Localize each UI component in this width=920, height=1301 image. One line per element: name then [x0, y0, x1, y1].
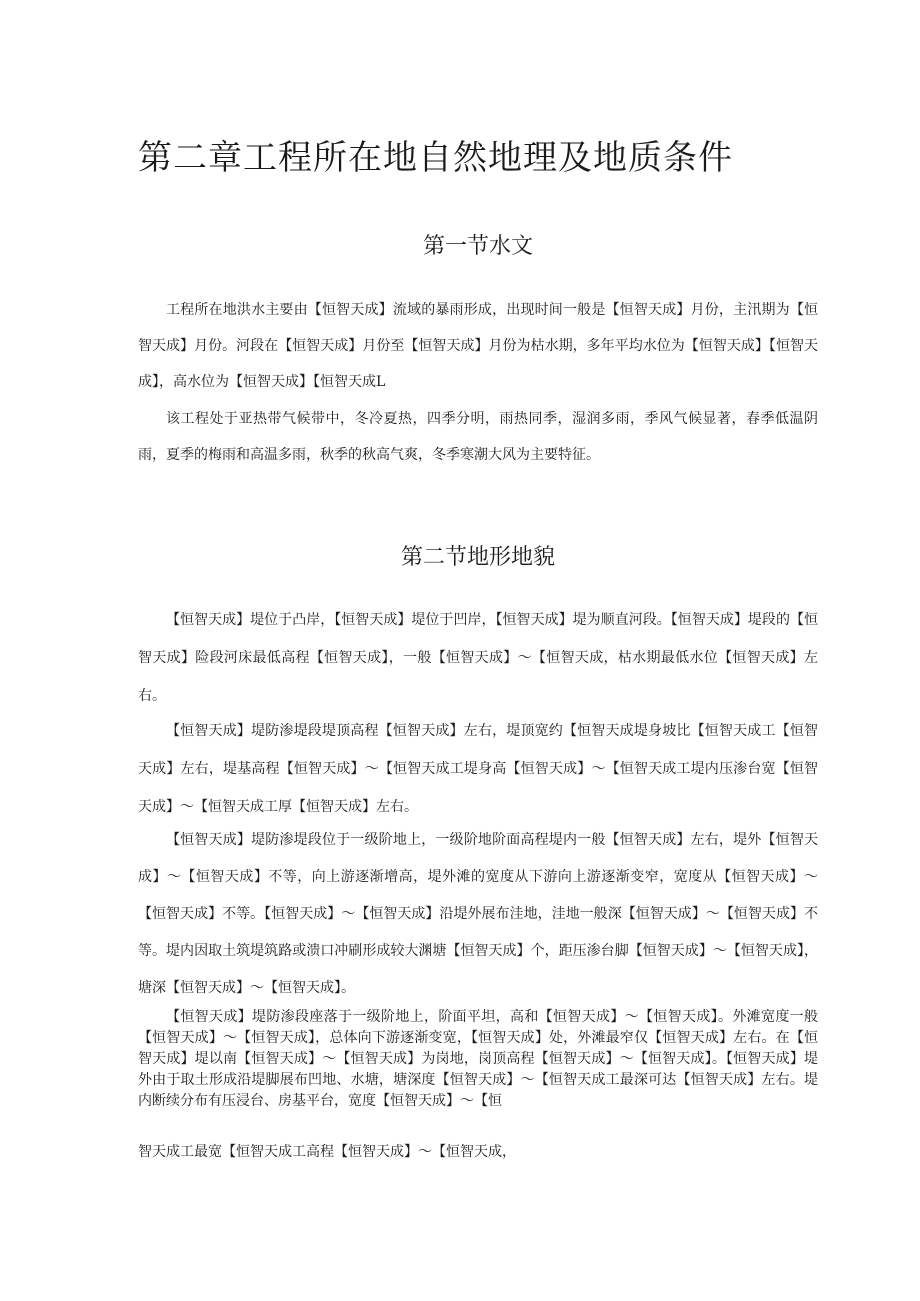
- paragraph-terrace: 【恒智天成】堤防渗堤段位于一级阶地上，一级阶地阶面高程堤内一般【恒智天成】左右，堤外【恒智天成】～【恒智天成】不等，向上游逐渐增高，堤外滩的宽度从下游向上游逐渐变窄，宽度从【恒智天成】～【恒智天成】不等。【恒智天成】～【恒智天成】沿堤外展布洼地，洼地一般深【恒智天成】～【恒智天成】不等。堤内因取土筑堤筑路或溃口冲刷形成较大渊塘【恒智天成】个，距压渗台脚【恒智天成】～【恒智天成】，塘深【恒智天成】～【恒智天成】。: [138, 832, 818, 996]
- paragraph-continuation: 智天成工最宽【恒智天成工高程【恒智天成】～【恒智天成，: [138, 1144, 516, 1160]
- paragraph-climate: 该工程处于亚热带气候带中，冬冷夏热，四季分明，雨热同季，湿润多雨，季风气候显著，春季低温阴雨，夏季的梅雨和高温多雨，秋季的秋高气爽，冬季寒潮大风为主要特征。: [138, 411, 818, 463]
- paragraph-seepage-section: 【恒智天成】堤防渗段座落于一级阶地上，阶面平坦，高和【恒智天成】～【恒智天成】。外滩宽度一般【恒智天成】～【恒智天成】，总体向下游逐渐变宽，【恒智天成】处，外滩最窄仅【恒智天成】左右。在【恒智天成】堤以南【恒智天成】～【恒智天成】为岗地，岗顶高程【恒智天成】～【恒智天成】。【恒智天成】堤外由于取土形成沿堤脚展布凹地、水塘，塘深度【恒智天成】～【恒智天成工最深可达【恒智天成】左右。堤内断续分布有压浸台、房基平台，宽度【恒智天成】～【恒: [138, 1009, 818, 1109]
- paragraph-embankment-crest: 【恒智天成】堤防渗堤段堤顶高程【恒智天成】左右，堤顶宽约【恒智天成堤身坡比【恒智天成工【恒智天成】左右，堤基高程【恒智天成】～【恒智天成工堤身高【恒智天成】～【恒智天成工堤内压渗台宽【恒智天成】～【恒智天成工厚【恒智天成】左右。: [138, 723, 818, 815]
- section-title-hydrology: 第一节水文: [422, 234, 533, 259]
- paragraph-flood: 工程所在地洪水主要由【恒智天成】流域的暴雨形成，出现时间一般是【恒智天成】月份，主汛期为【恒智天成】月份。河段在【恒智天成】月份至【恒智天成】月份为枯水期，多年平均水位为【恒智天成】【恒智天成】，高水位为【恒智天成】【恒智天成L: [138, 302, 818, 390]
- section-title-topography: 第二节地形地貌: [400, 545, 555, 570]
- chapter-title: 第二章工程所在地自然地理及地质条件: [138, 138, 733, 178]
- paragraph-embankment-location: 【恒智天成】堤位于凸岸，【恒智天成】堤位于凹岸，【恒智天成】堤为顺直河段。【恒智天成】堤段的【恒智天成】险段河床最低高程【恒智天成】，一般【恒智天成】～【恒智天成，枯水期最低水位【恒智天成】左右。: [138, 612, 818, 704]
